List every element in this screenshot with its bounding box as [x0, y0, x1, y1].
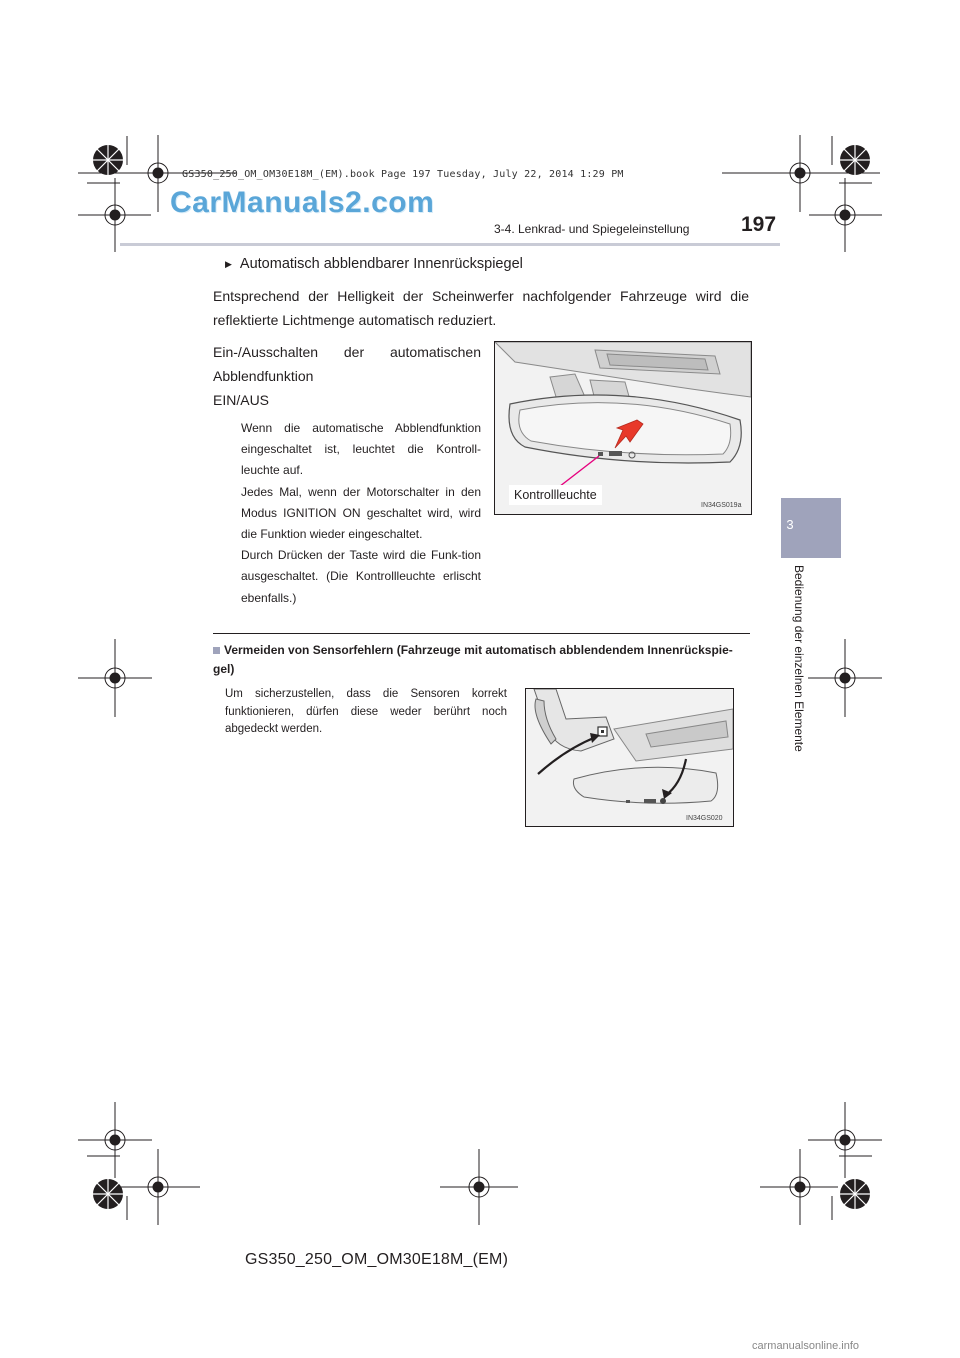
desc-line-1: Wenn die automatische Abblendfunktion eingeschaltet ist, leuchtet die Kontroll-leuchte auf.: [241, 421, 481, 478]
note-heading: [213, 641, 753, 679]
book-file-line: GS350_250_OM_OM30E18M_(EM).book Page 197 Tuesday, July 22, 2014 1:29 PM: [182, 169, 624, 180]
callout-label-box: [509, 485, 602, 505]
watermark-top: CarManuals2.com: [170, 186, 435, 219]
desc-line-2: Jedes Mal, wenn der Motorschalter in den Modus IGNITION ON geschaltet wird, wird die Funktion wieder eingeschaltet.: [241, 484, 481, 542]
triangle-bullet-icon: ▶: [225, 259, 232, 269]
page-number: 197: [741, 213, 777, 236]
function-onoff: EIN/AUS: [213, 392, 270, 408]
note-heading-text: Vermeiden von Sensorfehlern (Fahrzeuge mit automatisch abblendendem Innenrückspie-gel): [213, 643, 733, 676]
square-bullet-icon: [213, 647, 220, 654]
desc-line-3: Durch Drücken der Taste wird die Funk-tion ausgeschaltet. (Die Kontrollleuchte erlischt ebenfalls.): [241, 548, 481, 605]
footer-model-code: GS350_250_OM_OM30E18M_(EM): [245, 1251, 509, 1268]
note-text: Um sicherzustellen, dass die Sensoren korrekt funktionieren, dürfen diese weder berührt noch abgedeckt werden.: [225, 688, 507, 735]
figure2-code: IN34GS020: [686, 815, 723, 822]
sub-heading: [225, 256, 523, 272]
header-rule: [120, 243, 780, 246]
chapter-label: Bedienung der einzelnen Elemente: [792, 565, 806, 752]
function-description: [241, 418, 481, 609]
section-separator: [213, 633, 750, 634]
figure-mirror-indicator: [494, 341, 752, 515]
intro-paragraph: Entsprechend der Helligkeit der Scheinwerfer nachfolgender Fahrzeuge wird die reflektierte Lichtmenge automatisch reduziert.: [213, 288, 749, 328]
function-title: Ein-/Ausschalten der automatischen Abblendfunktion: [213, 344, 481, 384]
section-title: 3-4. Lenkrad- und Spiegeleinstellung: [494, 222, 690, 236]
watermark-bottom: carmanualsonline.info: [752, 1340, 860, 1352]
callout-label: Kontrollleuchte: [514, 488, 597, 502]
figure1-code: IN34GS019a: [701, 502, 742, 509]
sensor-illustration: [526, 689, 733, 826]
figure-mirror-sensors: [525, 688, 734, 827]
sub-heading-text: Automatisch abblendbarer Innenrückspiegel: [239, 256, 523, 272]
chapter-number: 3: [786, 517, 794, 532]
